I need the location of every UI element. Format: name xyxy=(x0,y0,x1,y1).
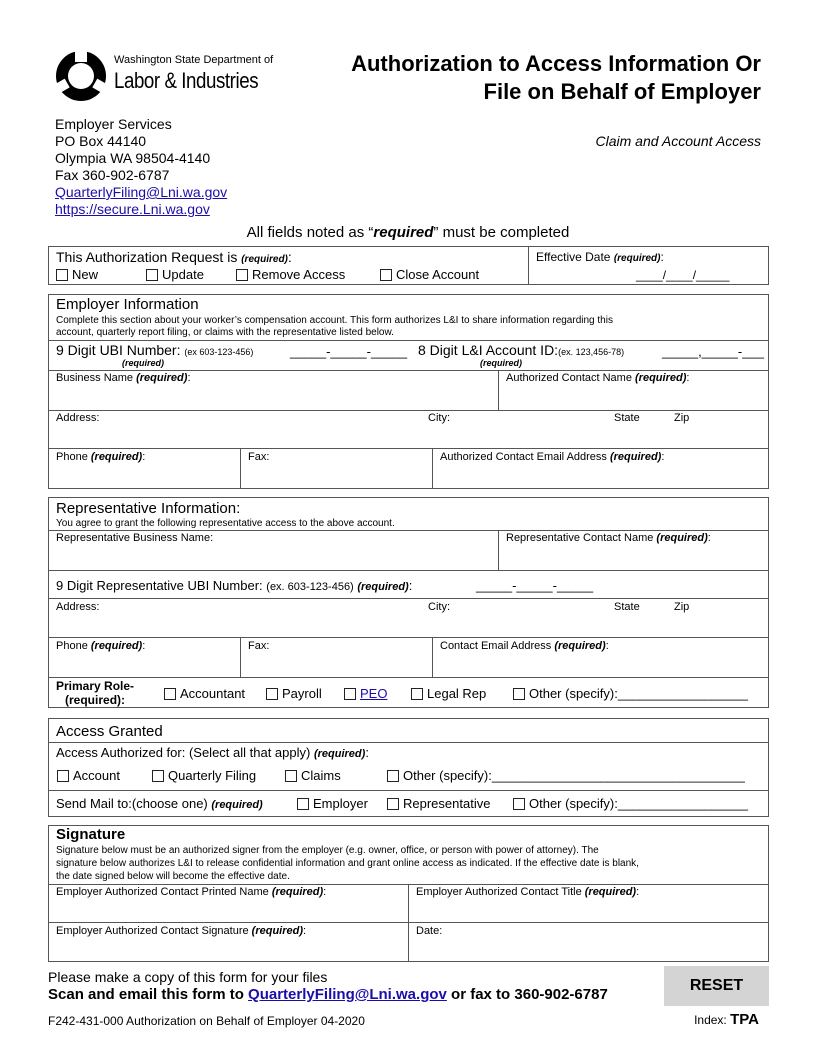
update-checkbox[interactable] xyxy=(146,269,158,281)
mail-representative[interactable]: Representative xyxy=(387,796,490,811)
request-new[interactable]: New xyxy=(56,267,98,282)
send-mail-label: Send Mail to:(choose one) (required) xyxy=(56,796,263,811)
notice-post: ” must be completed xyxy=(433,224,570,241)
employer-zip-label: Zip xyxy=(674,412,690,424)
access-title: Access Granted xyxy=(56,723,163,740)
role-peo[interactable]: PEO xyxy=(344,686,387,701)
address-dept: Employer Services xyxy=(55,116,172,132)
ubi-input[interactable]: _____-_____-_____ xyxy=(290,344,408,359)
rep-ubi-input[interactable]: _____-_____-_____ xyxy=(476,578,594,593)
rep-fax-label: Fax: xyxy=(248,640,270,652)
mailing-address xyxy=(55,116,227,218)
rep-ubi-label: 9 Digit Representative UBI Number: (ex. 603-123-456) (required): xyxy=(56,578,413,593)
close-account-checkbox[interactable] xyxy=(380,269,392,281)
ubi-label: 9 Digit UBI Number: (ex 603-123-456) xyxy=(56,342,254,358)
peo-checkbox[interactable] xyxy=(344,688,356,700)
email-link[interactable]: QuarterlyFiling@Lni.wa.gov xyxy=(55,184,228,200)
rep-desc: You agree to grant the following representative access to the above account. xyxy=(56,518,395,529)
access-account[interactable]: Account xyxy=(57,768,120,783)
primary-role-label: Primary Role- (required): xyxy=(56,679,135,707)
rep-phone-label: Phone (required): xyxy=(56,640,146,652)
logo-line2: Labor & Industries xyxy=(114,68,259,93)
mail-other[interactable]: Other (specify):__________________ xyxy=(513,796,748,811)
required-notice xyxy=(0,224,816,241)
li-account-input[interactable]: _____,_____-___ xyxy=(662,344,764,359)
signature-desc3: the date signed below will become the effective date. xyxy=(56,871,290,882)
employer-title: Employer Information xyxy=(56,296,199,313)
form-title xyxy=(351,50,761,106)
website-link[interactable]: https://secure.Lni.wa.gov xyxy=(55,201,210,217)
index: Index: TPA xyxy=(694,1011,759,1028)
rep-address-label: Address: xyxy=(56,601,100,613)
mail-employer-checkbox[interactable] xyxy=(297,798,309,810)
logo-line1: Washington State Department of xyxy=(114,54,274,66)
access-claims[interactable]: Claims xyxy=(285,768,341,783)
accountant-checkbox[interactable] xyxy=(164,688,176,700)
request-close-account[interactable]: Close Account xyxy=(380,267,479,282)
scan-instructions: Scan and email this form to QuarterlyFiling@Lni.wa.gov or fax to 360-902-6787 xyxy=(48,986,608,1003)
printed-name-label: Employer Authorized Contact Printed Name (required): xyxy=(56,886,327,898)
auth-contact-name-label: Authorized Contact Name (required): xyxy=(506,372,690,384)
copy-note: Please make a copy of this form for your files xyxy=(48,969,328,985)
form-id: F242-431-000 Authorization on Behalf of Employer 04-2020 xyxy=(48,1014,365,1028)
signature-label: Employer Authorized Contact Signature (required): xyxy=(56,925,307,937)
form-subtitle: Claim and Account Access xyxy=(595,133,761,149)
employer-fax-label: Fax: xyxy=(248,451,270,463)
access-account-checkbox[interactable] xyxy=(57,770,69,782)
lni-logo xyxy=(54,46,284,104)
quarterly-filing-checkbox[interactable] xyxy=(152,770,164,782)
form-title-line2: File on Behalf of Employer xyxy=(483,79,761,104)
reset-button[interactable] xyxy=(664,966,769,1006)
access-other-checkbox[interactable] xyxy=(387,770,399,782)
access-other[interactable]: Other (specify):___________________________________ xyxy=(387,768,745,783)
access-authorized-label: Access Authorized for: (Select all that apply) (required): xyxy=(56,745,369,760)
rep-business-name-label: Representative Business Name: xyxy=(56,532,214,544)
scan-email-link[interactable]: QuarterlyFiling@Lni.wa.gov xyxy=(248,986,447,1003)
address-fax: Fax 360-902-6787 xyxy=(55,167,170,183)
mail-employer[interactable]: Employer xyxy=(297,796,368,811)
rep-state-label: State xyxy=(614,601,640,613)
employer-phone-label: Phone (required): xyxy=(56,451,146,463)
request-update[interactable]: Update xyxy=(146,267,204,282)
payroll-checkbox[interactable] xyxy=(266,688,278,700)
employer-desc1: Complete this section about your worker’s compensation account. This form authorizes L&I to share information regarding this xyxy=(56,315,613,326)
new-checkbox[interactable] xyxy=(56,269,68,281)
role-payroll[interactable]: Payroll xyxy=(266,686,322,701)
reset-label: RESET xyxy=(689,977,744,994)
role-legal-rep[interactable]: Legal Rep xyxy=(411,686,486,701)
signature-title: Signature xyxy=(56,826,126,843)
legal-rep-checkbox[interactable] xyxy=(411,688,423,700)
rep-title: Representative Information: xyxy=(56,500,241,517)
remove-access-checkbox[interactable] xyxy=(236,269,248,281)
business-name-label: Business Name (required): xyxy=(56,372,191,384)
employer-desc2: account, quarterly report filing, or claims with the representative listed below. xyxy=(56,327,394,338)
contact-title-label: Employer Authorized Contact Title (required): xyxy=(416,886,640,898)
request-label: This Authorization Request is (required): xyxy=(56,249,292,265)
signature-desc1: Signature below must be an authorized signer from the employer (e.g. owner, office, or person with power of attorney). The xyxy=(56,845,599,856)
employer-email-label: Authorized Contact Email Address (required): xyxy=(440,451,665,463)
rep-zip-label: Zip xyxy=(674,601,690,613)
employer-city-label: City: xyxy=(428,412,450,424)
signature-desc2: signature below authorizes L&I to release confidential information and grant online access as indicated. If the effective date is blank, xyxy=(56,858,639,869)
employer-state-label: State xyxy=(614,412,640,424)
rep-contact-name-label: Representative Contact Name (required): xyxy=(506,532,711,544)
effective-date-label: Effective Date (required): xyxy=(536,250,664,264)
rep-city-label: City: xyxy=(428,601,450,613)
mail-other-checkbox[interactable] xyxy=(513,798,525,810)
effective-date-input[interactable]: ____/____/_____ xyxy=(636,268,730,282)
claims-checkbox[interactable] xyxy=(285,770,297,782)
li-account-required: (required) xyxy=(480,358,523,368)
role-other[interactable]: Other (specify):__________________ xyxy=(513,686,748,701)
address-po: PO Box 44140 xyxy=(55,133,147,149)
address-city: Olympia WA 98504-4140 xyxy=(55,150,211,166)
date-label: Date: xyxy=(416,925,443,937)
access-quarterly-filing[interactable]: Quarterly Filing xyxy=(152,768,256,783)
form-title-line1: Authorization to Access Information Or xyxy=(351,51,761,76)
lni-logo-icon xyxy=(54,46,108,104)
role-other-checkbox[interactable] xyxy=(513,688,525,700)
notice-pre: All fields noted as “ xyxy=(246,224,374,241)
request-remove-access[interactable]: Remove Access xyxy=(236,267,345,282)
employer-address-label: Address: xyxy=(56,412,100,424)
notice-required: required xyxy=(373,224,434,241)
rep-email-label: Contact Email Address (required): xyxy=(440,640,609,652)
mail-representative-checkbox[interactable] xyxy=(387,798,399,810)
ubi-required: (required) xyxy=(122,358,165,368)
li-account-label: 8 Digit L&I Account ID:(ex. 123,456-78) xyxy=(418,342,625,358)
role-accountant[interactable]: Accountant xyxy=(164,686,245,701)
